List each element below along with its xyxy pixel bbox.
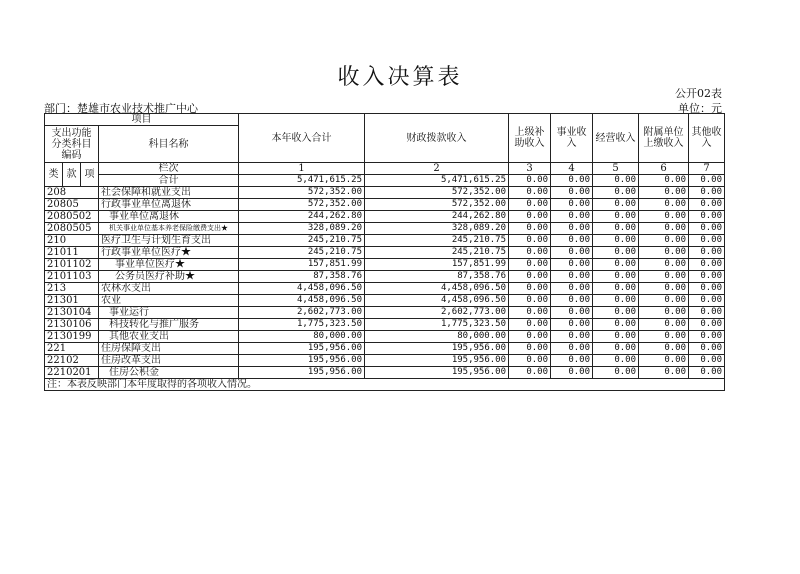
row-value-3: 0.00: [509, 247, 551, 259]
row-value-2: 195,956.00: [365, 367, 509, 379]
row-value-2: 195,956.00: [365, 343, 509, 355]
row-value-5: 0.00: [593, 223, 639, 235]
table-row: [45, 187, 725, 199]
row-value-4: 0.00: [551, 223, 593, 235]
row-value-2: 157,851.99: [365, 259, 509, 271]
row-subject-name: 公务员医疗补助★: [99, 271, 239, 283]
col-header-6: 附属单位上缴收入: [639, 114, 689, 163]
total-value-5: 0.00: [593, 175, 639, 187]
row-value-3: 0.00: [509, 343, 551, 355]
col-header-2: 财政拨款收入: [365, 114, 509, 163]
row-value-6: 0.00: [639, 187, 689, 199]
row-code: 2210201: [45, 367, 99, 379]
row-value-2: 87,358.76: [365, 271, 509, 283]
total-value-3: 0.00: [509, 175, 551, 187]
lanci-7: 7: [689, 163, 725, 175]
row-value-7: 0.00: [689, 307, 725, 319]
row-value-7: 0.00: [689, 283, 725, 295]
row-value-7: 0.00: [689, 367, 725, 379]
row-value-7: 0.00: [689, 199, 725, 211]
row-value-7: 0.00: [689, 355, 725, 367]
total-value-6: 0.00: [639, 175, 689, 187]
lei-header: 类: [45, 163, 63, 187]
row-value-7: 0.00: [689, 223, 725, 235]
row-value-5: 0.00: [593, 259, 639, 271]
row-value-7: 0.00: [689, 319, 725, 331]
department-label: 部门：: [44, 102, 77, 115]
row-value-6: 0.00: [639, 211, 689, 223]
row-value-2: 80,000.00: [365, 331, 509, 343]
row-value-2: 245,210.75: [365, 235, 509, 247]
total-label: 合计: [99, 175, 239, 187]
row-subject-name: 住房公积金: [99, 367, 239, 379]
row-value-6: 0.00: [639, 283, 689, 295]
row-value-6: 0.00: [639, 235, 689, 247]
row-value-1: 80,000.00: [239, 331, 365, 343]
row-value-6: 0.00: [639, 319, 689, 331]
lanci-4: 4: [551, 163, 593, 175]
department-name: 楚雄市农业技术推广中心: [77, 102, 198, 115]
row-value-2: 4,458,096.50: [365, 295, 509, 307]
xiang-header: 项: [81, 163, 99, 187]
row-code: 2080505: [45, 223, 99, 235]
row-code: 2130199: [45, 331, 99, 343]
row-subject-name: 事业运行: [99, 307, 239, 319]
row-value-5: 0.00: [593, 187, 639, 199]
row-value-1: 4,458,096.50: [239, 295, 365, 307]
lanci-3: 3: [509, 163, 551, 175]
row-value-3: 0.00: [509, 199, 551, 211]
row-value-3: 0.00: [509, 355, 551, 367]
row-value-1: 1,775,323.50: [239, 319, 365, 331]
table-row: [45, 199, 725, 211]
row-subject-name: 事业单位医疗★: [99, 259, 239, 271]
header-row-lanci: [45, 163, 725, 175]
row-subject-name: 行政事业单位离退休: [99, 199, 239, 211]
row-subject-name: 农林水支出: [99, 283, 239, 295]
total-value-1: 5,471,615.25: [239, 175, 365, 187]
income-table: [44, 113, 725, 391]
row-subject-name: 农业: [99, 295, 239, 307]
row-value-4: 0.00: [551, 259, 593, 271]
row-value-5: 0.00: [593, 319, 639, 331]
row-value-3: 0.00: [509, 187, 551, 199]
lanci-5: 5: [593, 163, 639, 175]
table-row: [45, 271, 725, 283]
row-value-2: 1,775,323.50: [365, 319, 509, 331]
code-group-header: 支出功能分类科目编码: [45, 126, 99, 163]
row-subject-name: 住房改革支出: [99, 355, 239, 367]
table-row: [45, 295, 725, 307]
col-header-5: 经营收入: [593, 114, 639, 163]
row-value-1: 195,956.00: [239, 367, 365, 379]
row-value-1: 572,352.00: [239, 187, 365, 199]
row-value-5: 0.00: [593, 343, 639, 355]
row-code: 213: [45, 283, 99, 295]
row-value-3: 0.00: [509, 223, 551, 235]
row-value-6: 0.00: [639, 343, 689, 355]
row-subject-name: 机关事业单位基本养老保险缴费支出★: [99, 223, 239, 235]
row-value-2: 2,602,773.00: [365, 307, 509, 319]
row-value-6: 0.00: [639, 331, 689, 343]
row-value-3: 0.00: [509, 235, 551, 247]
row-code: 2130104: [45, 307, 99, 319]
table-row: [45, 247, 725, 259]
row-value-1: 245,210.75: [239, 235, 365, 247]
row-value-7: 0.00: [689, 235, 725, 247]
row-code: 22102: [45, 355, 99, 367]
col-header-1: 本年收入合计: [239, 114, 365, 163]
row-value-6: 0.00: [639, 247, 689, 259]
report-title: 收入决算表: [337, 65, 463, 90]
header-row-1: [45, 114, 725, 126]
row-value-4: 0.00: [551, 343, 593, 355]
row-value-5: 0.00: [593, 331, 639, 343]
row-value-4: 0.00: [551, 283, 593, 295]
row-value-1: 328,089.20: [239, 223, 365, 235]
row-value-3: 0.00: [509, 319, 551, 331]
total-value-2: 5,471,615.25: [365, 175, 509, 187]
table-row: [45, 283, 725, 295]
row-value-5: 0.00: [593, 367, 639, 379]
table-row: [45, 259, 725, 271]
row-code: 20805: [45, 199, 99, 211]
row-value-3: 0.00: [509, 367, 551, 379]
row-code: 21011: [45, 247, 99, 259]
row-value-1: 195,956.00: [239, 343, 365, 355]
row-value-4: 0.00: [551, 211, 593, 223]
col-header-3: 上级补助收入: [509, 114, 551, 163]
row-subject-name: 行政事业单位医疗★: [99, 247, 239, 259]
table-row: [45, 367, 725, 379]
row-value-3: 0.00: [509, 331, 551, 343]
row-value-1: 244,262.80: [239, 211, 365, 223]
lanci-6: 6: [639, 163, 689, 175]
row-value-4: 0.00: [551, 271, 593, 283]
row-value-1: 195,956.00: [239, 355, 365, 367]
row-value-5: 0.00: [593, 199, 639, 211]
row-value-4: 0.00: [551, 319, 593, 331]
row-value-4: 0.00: [551, 199, 593, 211]
table-row: [45, 223, 725, 235]
row-value-7: 0.00: [689, 343, 725, 355]
row-value-5: 0.00: [593, 235, 639, 247]
row-value-2: 245,210.75: [365, 247, 509, 259]
row-value-3: 0.00: [509, 295, 551, 307]
row-value-3: 0.00: [509, 307, 551, 319]
row-value-1: 245,210.75: [239, 247, 365, 259]
table-row: [45, 355, 725, 367]
row-value-7: 0.00: [689, 211, 725, 223]
table-row: [45, 319, 725, 331]
row-value-4: 0.00: [551, 331, 593, 343]
row-code: 208: [45, 187, 99, 199]
row-value-6: 0.00: [639, 367, 689, 379]
form-number: 公开02表: [675, 87, 722, 100]
row-value-7: 0.00: [689, 259, 725, 271]
row-value-1: 87,358.76: [239, 271, 365, 283]
row-code: 210: [45, 235, 99, 247]
table-row: [45, 211, 725, 223]
row-code: 2101103: [45, 271, 99, 283]
row-value-6: 0.00: [639, 199, 689, 211]
row-value-7: 0.00: [689, 271, 725, 283]
row-value-2: 244,262.80: [365, 211, 509, 223]
row-value-5: 0.00: [593, 307, 639, 319]
row-value-1: 2,602,773.00: [239, 307, 365, 319]
note-row: [45, 379, 725, 391]
table-note: 注：本表反映部门本年度取得的各项收入情况。: [45, 379, 725, 391]
row-value-5: 0.00: [593, 271, 639, 283]
row-value-6: 0.00: [639, 355, 689, 367]
row-value-2: 572,352.00: [365, 199, 509, 211]
row-subject-name: 住房保障支出: [99, 343, 239, 355]
row-value-3: 0.00: [509, 283, 551, 295]
row-value-6: 0.00: [639, 271, 689, 283]
row-value-2: 572,352.00: [365, 187, 509, 199]
row-value-1: 4,458,096.50: [239, 283, 365, 295]
subject-name-header: 科目名称: [99, 126, 239, 163]
row-value-7: 0.00: [689, 295, 725, 307]
row-code: 2130106: [45, 319, 99, 331]
row-value-4: 0.00: [551, 295, 593, 307]
lanci-label: 栏次: [99, 163, 239, 175]
row-value-6: 0.00: [639, 295, 689, 307]
table-row: [45, 235, 725, 247]
lanci-1: 1: [239, 163, 365, 175]
row-value-2: 328,089.20: [365, 223, 509, 235]
unit-label: 单位：: [678, 102, 711, 115]
row-value-5: 0.00: [593, 211, 639, 223]
table-row: [45, 331, 725, 343]
row-code: 21301: [45, 295, 99, 307]
table-row: [45, 307, 725, 319]
row-value-6: 0.00: [639, 223, 689, 235]
row-value-3: 0.00: [509, 259, 551, 271]
item-header: 项目: [45, 114, 239, 126]
row-value-1: 572,352.00: [239, 199, 365, 211]
row-value-2: 195,956.00: [365, 355, 509, 367]
row-value-3: 0.00: [509, 211, 551, 223]
row-value-6: 0.00: [639, 307, 689, 319]
total-row: [45, 175, 725, 187]
kuan-header: 款: [63, 163, 81, 187]
row-value-5: 0.00: [593, 355, 639, 367]
row-value-5: 0.00: [593, 283, 639, 295]
col-header-4: 事业收入: [551, 114, 593, 163]
row-value-4: 0.00: [551, 367, 593, 379]
row-subject-name: 其他农业支出: [99, 331, 239, 343]
row-subject-name: 医疗卫生与计划生育支出: [99, 235, 239, 247]
unit-value: 元: [711, 102, 722, 115]
row-value-1: 157,851.99: [239, 259, 365, 271]
row-value-7: 0.00: [689, 247, 725, 259]
row-value-7: 0.00: [689, 331, 725, 343]
table-body: [45, 187, 725, 379]
row-code: 2101102: [45, 259, 99, 271]
row-code: 2080502: [45, 211, 99, 223]
row-value-4: 0.00: [551, 355, 593, 367]
row-value-4: 0.00: [551, 235, 593, 247]
row-value-3: 0.00: [509, 271, 551, 283]
col-header-7: 其他收入: [689, 114, 725, 163]
row-code: 221: [45, 343, 99, 355]
row-value-4: 0.00: [551, 187, 593, 199]
row-value-2: 4,458,096.50: [365, 283, 509, 295]
row-value-4: 0.00: [551, 307, 593, 319]
row-subject-name: 社会保障和就业支出: [99, 187, 239, 199]
total-value-4: 0.00: [551, 175, 593, 187]
lanci-2: 2: [365, 163, 509, 175]
row-value-5: 0.00: [593, 295, 639, 307]
row-value-4: 0.00: [551, 247, 593, 259]
total-value-7: 0.00: [689, 175, 725, 187]
row-value-7: 0.00: [689, 187, 725, 199]
row-subject-name: 事业单位离退休: [99, 211, 239, 223]
row-value-5: 0.00: [593, 247, 639, 259]
table-row: [45, 343, 725, 355]
row-subject-name: 科技转化与推广服务: [99, 319, 239, 331]
row-value-6: 0.00: [639, 259, 689, 271]
